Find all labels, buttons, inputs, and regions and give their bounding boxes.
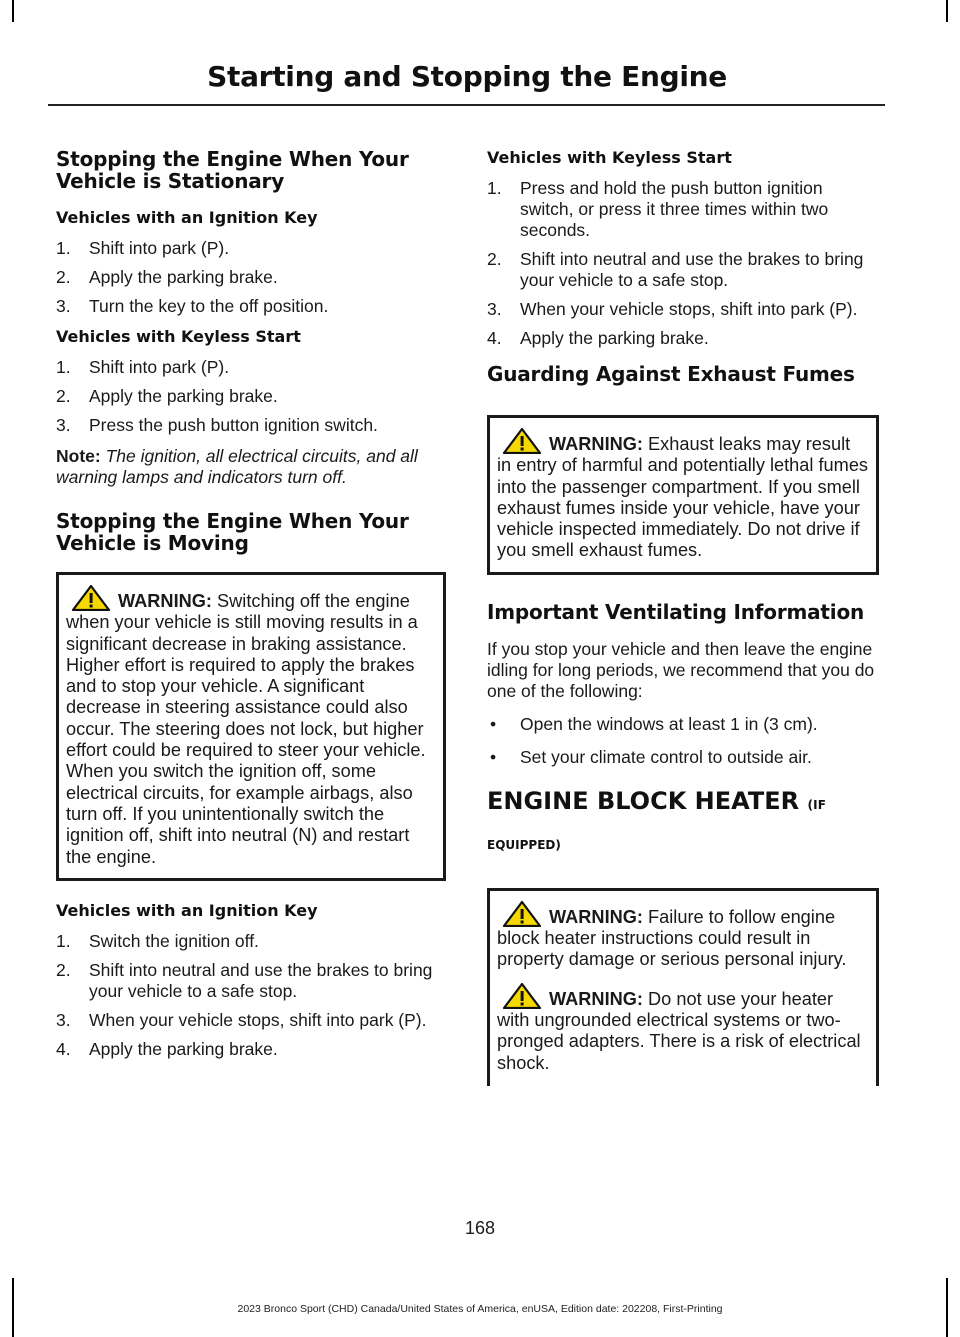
crop-mark-top-right bbox=[946, 0, 948, 22]
list-item bbox=[56, 415, 446, 436]
section-heading-moving: Stopping the Engine When Your Vehicle is Moving bbox=[56, 509, 409, 555]
list-bullet: • bbox=[490, 713, 497, 734]
list-item-text: When your vehicle stops, shift into park (P). bbox=[520, 299, 858, 319]
list-item bbox=[487, 714, 879, 735]
list-item bbox=[56, 386, 446, 407]
list-item-number: 3. bbox=[487, 299, 502, 319]
subheading-ignition-key: Vehicles with an Ignition Key bbox=[56, 208, 318, 227]
list-item-text: When your vehicle stops, shift into park (P). bbox=[89, 1009, 427, 1030]
list-moving-keyless bbox=[487, 178, 879, 349]
list-item-number: 3. bbox=[56, 296, 71, 316]
warning-text: Failure to follow engine block heater instructions could result in property damage or serious personal injury. bbox=[497, 906, 847, 970]
page-header-title: Starting and Stopping the Engine bbox=[207, 60, 727, 93]
header-rule bbox=[48, 104, 885, 106]
list-item-number: 4. bbox=[56, 1038, 71, 1059]
list-item-text: Turn the key to the off position. bbox=[89, 296, 329, 316]
list-item-number: 3. bbox=[56, 1009, 71, 1030]
warning-paragraph bbox=[66, 585, 436, 868]
ventilating-list bbox=[487, 714, 879, 768]
warning-label: WARNING: bbox=[549, 906, 643, 927]
warning-paragraph bbox=[497, 428, 869, 562]
block-heater-title: ENGINE BLOCK HEATER bbox=[487, 786, 800, 815]
list-item bbox=[487, 178, 879, 241]
list-item-text: Apply the parking brake. bbox=[520, 328, 709, 348]
warning-label: WARNING: bbox=[118, 591, 212, 611]
list-item-text: Shift into neutral and use the brakes to bring your vehicle to a safe stop. bbox=[89, 959, 433, 1001]
list-item bbox=[56, 960, 446, 1002]
list-item-number: 2. bbox=[56, 386, 71, 406]
list-item-number: 2. bbox=[487, 249, 502, 269]
list-item bbox=[487, 328, 879, 349]
list-item-text: Set your climate control to outside air. bbox=[520, 746, 812, 767]
list-item-text: Press the push button ignition switch. bbox=[89, 415, 378, 435]
warning-text: Switching off the engine when your vehicle is still moving results in a significant decrease in braking assistance. Higher effort is required to apply the brakes and to stop your vehicle. A significant decrease in steering assistance could also occur. The steering does not lock, but higher effort could be required to steer your vehicle. When you switch the ignition off, some electrical circuits, for example airbags, also turn off. If you unintentionally switch the ignition off, shift into neutral (N) and restart the engine. bbox=[66, 591, 426, 867]
block-heater-suffix-line2: EQUIPPED) bbox=[487, 837, 561, 852]
section-heading-exhaust: Guarding Against Exhaust Fumes bbox=[487, 362, 855, 386]
list-stationary-keyless bbox=[56, 357, 446, 436]
list-item-number: 1. bbox=[56, 238, 71, 258]
list-item-text: Shift into park (P). bbox=[89, 238, 230, 258]
warning-label: WARNING: bbox=[549, 434, 643, 454]
subheading-keyless-start-moving: Vehicles with Keyless Start bbox=[487, 148, 732, 167]
subheading-keyless-start: Vehicles with Keyless Start bbox=[56, 327, 301, 346]
section-heading-stationary: Stopping the Engine When Your Vehicle is Stationary bbox=[56, 147, 409, 193]
page-footer: 2023 Bronco Sport (CHD) Canada/United States of America, enUSA, Edition date: 202208, First-Printing bbox=[237, 1303, 723, 1315]
warning-triangle-icon bbox=[499, 901, 549, 927]
section-heading-ventilating: Important Ventilating Information bbox=[487, 599, 865, 624]
list-item bbox=[56, 238, 446, 259]
note-text: The ignition, all electrical circuits, and all warning lamps and indicators turn off. bbox=[56, 446, 418, 487]
ventilating-intro: If you stop your vehicle and then leave the engine idling for long periods, we recommend that you do one of the following: bbox=[487, 638, 875, 701]
list-item-number: 1. bbox=[56, 930, 71, 951]
list-item bbox=[56, 296, 446, 317]
list-item-number: 3. bbox=[56, 415, 71, 435]
warning-triangle-icon bbox=[499, 983, 549, 1009]
warning-triangle-icon bbox=[499, 428, 549, 454]
list-item-text: Press and hold the push button ignition switch, or press it three times within two seconds. bbox=[520, 178, 829, 240]
list-item-number: 1. bbox=[487, 178, 502, 198]
warning-box-block-heater bbox=[487, 888, 879, 1086]
list-item bbox=[56, 1010, 446, 1031]
list-item bbox=[56, 357, 446, 378]
list-item bbox=[487, 299, 879, 320]
list-item-number: 2. bbox=[56, 959, 71, 980]
list-item bbox=[56, 931, 446, 952]
warning-paragraph bbox=[497, 983, 869, 1074]
list-item-text: Apply the parking brake. bbox=[89, 267, 278, 287]
left-column bbox=[56, 148, 446, 1070]
list-item bbox=[56, 267, 446, 288]
list-item-number: 1. bbox=[56, 357, 71, 377]
note-paragraph bbox=[56, 446, 446, 488]
crop-mark-top-left bbox=[12, 0, 14, 22]
block-heater-suffix: (IF bbox=[807, 797, 827, 812]
right-column bbox=[487, 148, 879, 1106]
warning-text: Exhaust leaks may result in entry of harmful and potentially lethal fumes into the passenger compartment. If you smell exhaust fumes inside your vehicle, have your vehicle inspected immediately. Do not drive if you smell exhaust fumes. bbox=[497, 434, 869, 561]
list-stationary-ignition-key bbox=[56, 238, 446, 317]
list-item-number: 4. bbox=[487, 328, 502, 348]
list-item-text: Shift into park (P). bbox=[89, 357, 230, 377]
warning-label: WARNING: bbox=[549, 988, 643, 1009]
subheading-ignition-key-moving: Vehicles with an Ignition Key bbox=[56, 900, 318, 920]
list-item-text: Apply the parking brake. bbox=[89, 1038, 278, 1059]
list-item bbox=[56, 1039, 446, 1060]
warning-paragraph bbox=[497, 901, 869, 971]
warning-text: Do not use your heater with ungrounded electrical systems or two-pronged adapters. There is a risk of electrical shock. bbox=[497, 988, 861, 1073]
list-item-text: Apply the parking brake. bbox=[89, 386, 278, 406]
list-item bbox=[487, 747, 879, 768]
warning-box-exhaust bbox=[487, 415, 879, 575]
list-bullet: • bbox=[490, 746, 497, 767]
list-item-number: 2. bbox=[56, 267, 71, 287]
page-number: 168 bbox=[464, 1218, 496, 1238]
list-item bbox=[487, 249, 879, 291]
warning-triangle-icon bbox=[68, 585, 118, 611]
list-item-text: Switch the ignition off. bbox=[89, 930, 259, 951]
note-label: Note: bbox=[56, 446, 101, 466]
warning-box-moving bbox=[56, 572, 446, 881]
list-item-text: Shift into neutral and use the brakes to bring your vehicle to a safe stop. bbox=[520, 249, 864, 290]
list-item-text: Open the windows at least 1 in (3 cm). bbox=[520, 713, 818, 734]
section-heading-block-heater bbox=[487, 788, 879, 858]
list-moving-ignition-key bbox=[56, 931, 446, 1060]
